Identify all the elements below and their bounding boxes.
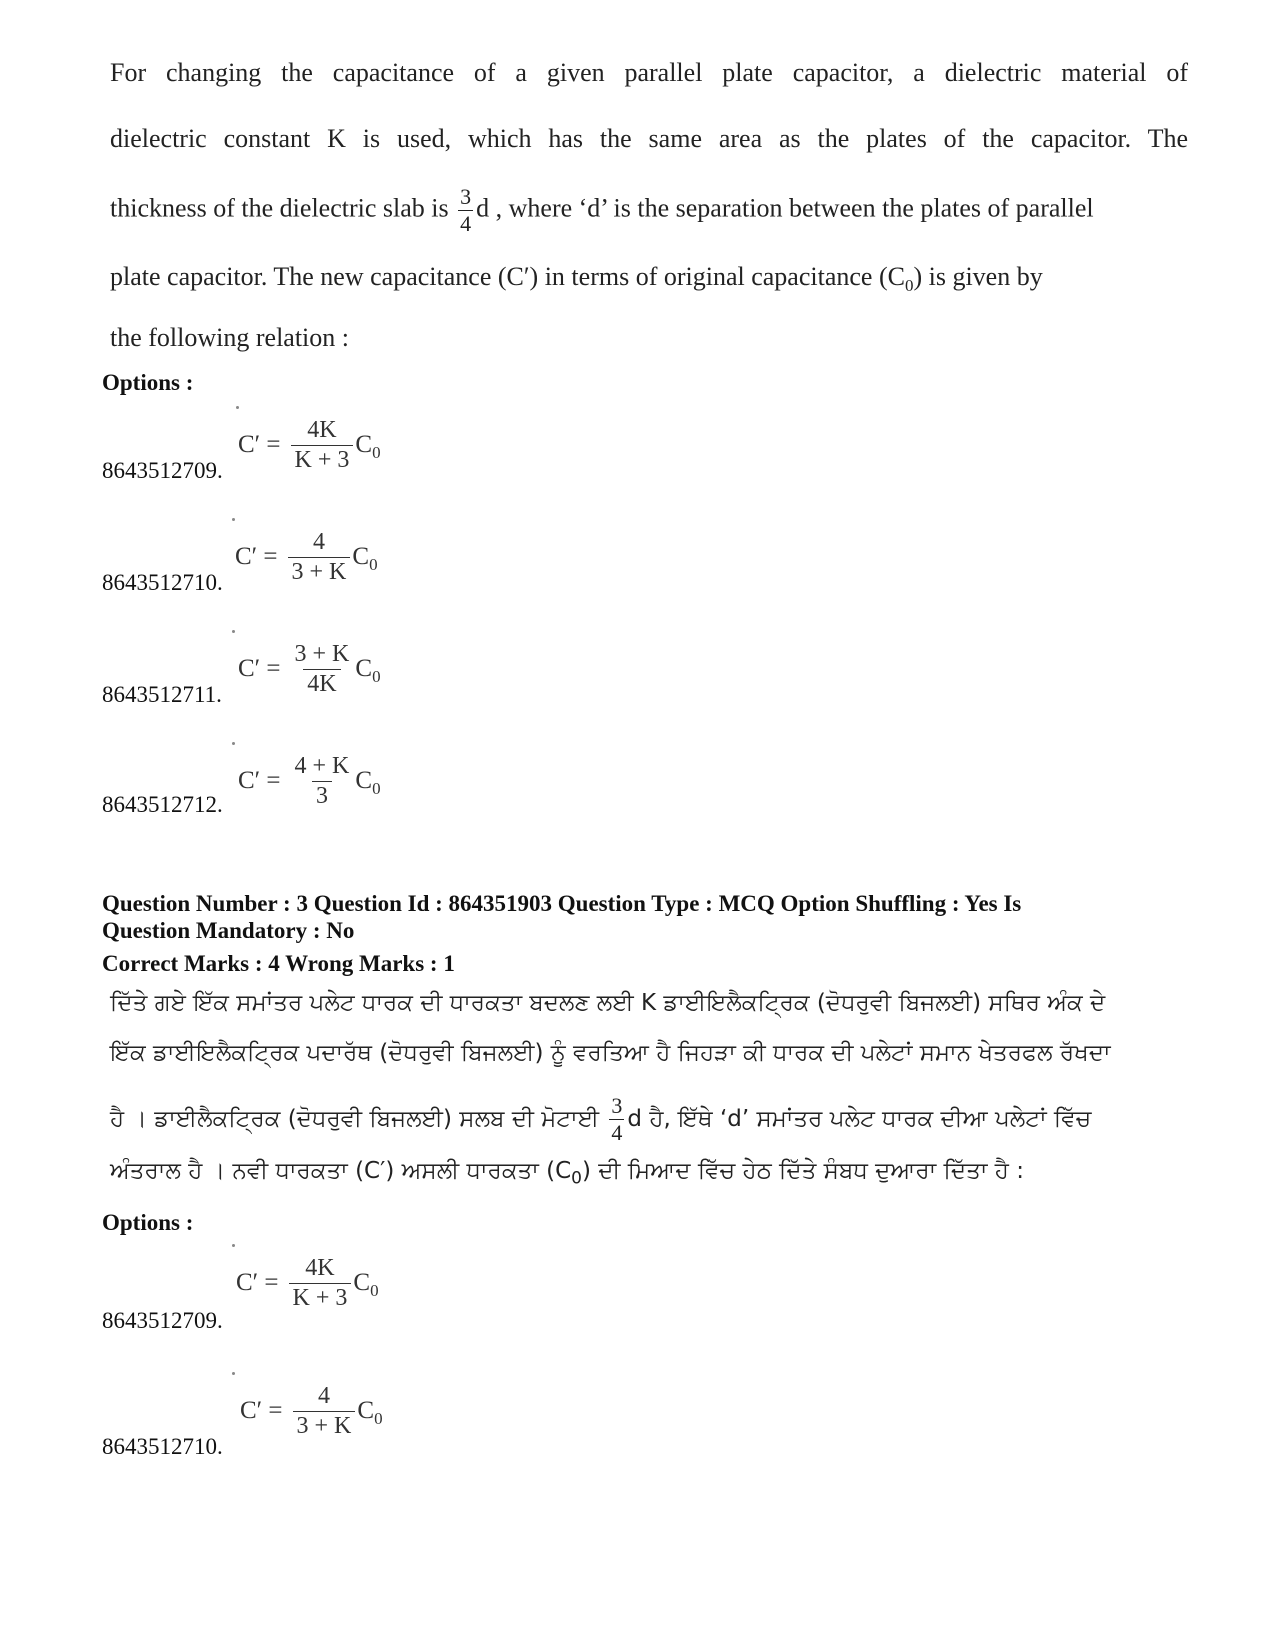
- punjabi-text-line: ਇੱਕ ਡਾਈਇਲੈਕਟ੍ਰਿਕ ਪਦਾਰੱਥ (ਦੋਧਰੁਵੀ ਬਿਜਲਈ) ਨੂੰ ਵਰਤਿਆ ਹੈ ਜਿਹੜਾ ਕੀ ਧਾਰਕ ਦੀ ਪਲੇਟਾਂ ਸਮਾਨ ਖੇਤਰਫਲ ਰੱਖਦਾ: [110, 1040, 1111, 1066]
- formula-c: C: [353, 1269, 371, 1296]
- marker-dot: [232, 742, 235, 745]
- marker-dot: [232, 518, 235, 521]
- formula-rhs: [355, 767, 380, 799]
- formula-c: C: [355, 431, 373, 458]
- fraction-numerator: 3: [460, 184, 472, 209]
- option-id: 8643512710.: [102, 1434, 223, 1459]
- option-formula: [238, 410, 381, 480]
- formula-denominator: K + 3: [289, 1283, 352, 1313]
- formula-c: C: [355, 655, 373, 682]
- text-segment: ) is given by: [913, 262, 1043, 291]
- formula-subscript: 0: [369, 555, 378, 574]
- text-segment: d ਹੈ, ਇੱਥੇ ‘d’ ਸਮਾਂਤਰ ਪਲੇਟ ਧਾਰਕ ਦੀਆ ਪਲੇਟਾਂ ਵਿੱਚ: [627, 1106, 1092, 1132]
- fraction-denominator: 4: [611, 1120, 623, 1145]
- question-text-line: dielectric constant K is used, which has the same area as the plates of the capacitor. The: [110, 124, 1188, 153]
- formula-denominator: 4K: [303, 669, 340, 699]
- question-meta-line: Question Number : 3 Question Id : 864351903 Question Type : MCQ Option Shuffling : Yes Is: [102, 891, 1022, 916]
- formula-fraction: [293, 1382, 356, 1441]
- option-id: 8643512709.: [102, 458, 223, 483]
- formula-lhs: C′ =: [236, 1269, 279, 1296]
- formula-numerator: 3 + K: [294, 640, 350, 667]
- formula-lhs: C′ =: [238, 431, 281, 458]
- formula-fraction: [288, 528, 351, 587]
- text-segment: thickness of the dielectric slab is: [110, 193, 449, 223]
- punjabi-text-line: [110, 1158, 1190, 1189]
- question-meta-line: Correct Marks : 4 Wrong Marks : 1: [102, 951, 455, 976]
- option-formula: [236, 1248, 379, 1318]
- formula-denominator: 3: [312, 781, 332, 811]
- formula-denominator: 3 + K: [293, 1411, 356, 1441]
- formula-denominator: K + 3: [291, 445, 354, 475]
- formula-rhs: [355, 655, 380, 687]
- text-segment: ਹੈ । ਡਾਈਲੈਕਟ੍ਰਿਕ (ਦੋਧਰੁਵੀ ਬਿਜਲਈ) ਸਲਬ ਦੀ ਮੋਟਾਈ: [110, 1106, 600, 1132]
- formula-numerator: 4: [312, 528, 325, 555]
- formula-numerator: 4K: [305, 1254, 335, 1281]
- subscript: 0: [571, 1168, 582, 1189]
- text-segment: ) ਦੀ ਮਿਆਦ ਵਿੱਚ ਹੇਠ ਦਿੱਤੇ ਸੰਬਧ ਦੁਆਰਾ ਦਿੱਤਾ ਹੈ :: [581, 1158, 1024, 1184]
- formula-subscript: 0: [372, 779, 381, 798]
- formula-subscript: 0: [374, 1409, 383, 1428]
- formula-c: C: [357, 1397, 375, 1424]
- marker-dot: [232, 630, 235, 633]
- formula-numerator: 4K: [307, 416, 337, 443]
- text-segment: ਅੰਤਰਾਲ ਹੈ । ਨਵੀ ਧਾਰਕਤਾ (C′) ਅਸਲੀ ਧਾਰਕਤਾ (C: [110, 1158, 572, 1184]
- option-id: 8643512712.: [102, 792, 223, 817]
- formula-subscript: 0: [370, 1281, 379, 1300]
- formula-subscript: 0: [372, 443, 381, 462]
- formula-denominator: 3 + K: [288, 557, 351, 587]
- formula-rhs: [355, 431, 380, 463]
- fraction-numerator: 3: [611, 1093, 623, 1118]
- option-id: 8643512710.: [102, 570, 223, 595]
- formula-lhs: C′ =: [238, 767, 281, 794]
- formula-fraction: [289, 1254, 352, 1313]
- fraction: [458, 186, 473, 235]
- question-text-line: the following relation :: [110, 323, 350, 352]
- marker-dot: [232, 1372, 235, 1375]
- options-label: Options :: [102, 1210, 194, 1235]
- formula-rhs: [352, 543, 377, 575]
- option-formula: [235, 522, 378, 592]
- formula-c: C: [352, 543, 370, 570]
- formula-fraction: [291, 640, 354, 699]
- formula-rhs: [353, 1269, 378, 1301]
- formula-fraction: [291, 752, 354, 811]
- text-segment: d , where ‘d’ is the separation between the plates of parallel: [476, 193, 1094, 223]
- formula-lhs: C′ =: [235, 543, 278, 570]
- punjabi-text-line: ਦਿੱਤੇ ਗਏ ਇੱਕ ਸਮਾਂਤਰ ਪਲੇਟ ਧਾਰਕ ਦੀ ਧਾਰਕਤਾ ਬਦਲਣ ਲਈ K ਡਾਈਇਲੈਕਟ੍ਰਿਕ (ਦੋਧਰੁਵੀ ਬਿਜਲਈ) ਸਥਿਰ ਅੰਕ ਦੇ: [110, 990, 1106, 1016]
- fraction-denominator: 4: [460, 211, 472, 236]
- options-label: Options :: [102, 370, 194, 395]
- option-formula: [240, 1376, 383, 1446]
- question-text-line: For changing the capacitance of a given parallel plate capacitor, a dielectric material of: [110, 58, 1188, 87]
- formula-lhs: C′ =: [240, 1397, 283, 1424]
- question-meta-line: Question Mandatory : No: [102, 918, 355, 943]
- question-text-line: [110, 186, 1188, 235]
- formula-c: C: [355, 767, 373, 794]
- formula-subscript: 0: [372, 667, 381, 686]
- question-text-line: [110, 262, 1188, 296]
- fraction: [609, 1095, 624, 1144]
- marker-dot: [232, 1244, 235, 1247]
- subscript: 0: [904, 276, 914, 296]
- formula-numerator: 4: [317, 1382, 330, 1409]
- formula-fraction: [291, 416, 354, 475]
- option-id: 8643512711.: [102, 682, 222, 707]
- formula-numerator: 4 + K: [294, 752, 350, 779]
- option-formula: [238, 746, 381, 816]
- marker-dot: [236, 406, 239, 409]
- formula-lhs: C′ =: [238, 655, 281, 682]
- option-id: 8643512709.: [102, 1308, 223, 1333]
- punjabi-text-line: [110, 1095, 1190, 1144]
- formula-rhs: [357, 1397, 382, 1429]
- text-segment: plate capacitor. The new capacitance (C′) in terms of original capacitance (C: [110, 262, 905, 291]
- option-formula: [238, 634, 381, 704]
